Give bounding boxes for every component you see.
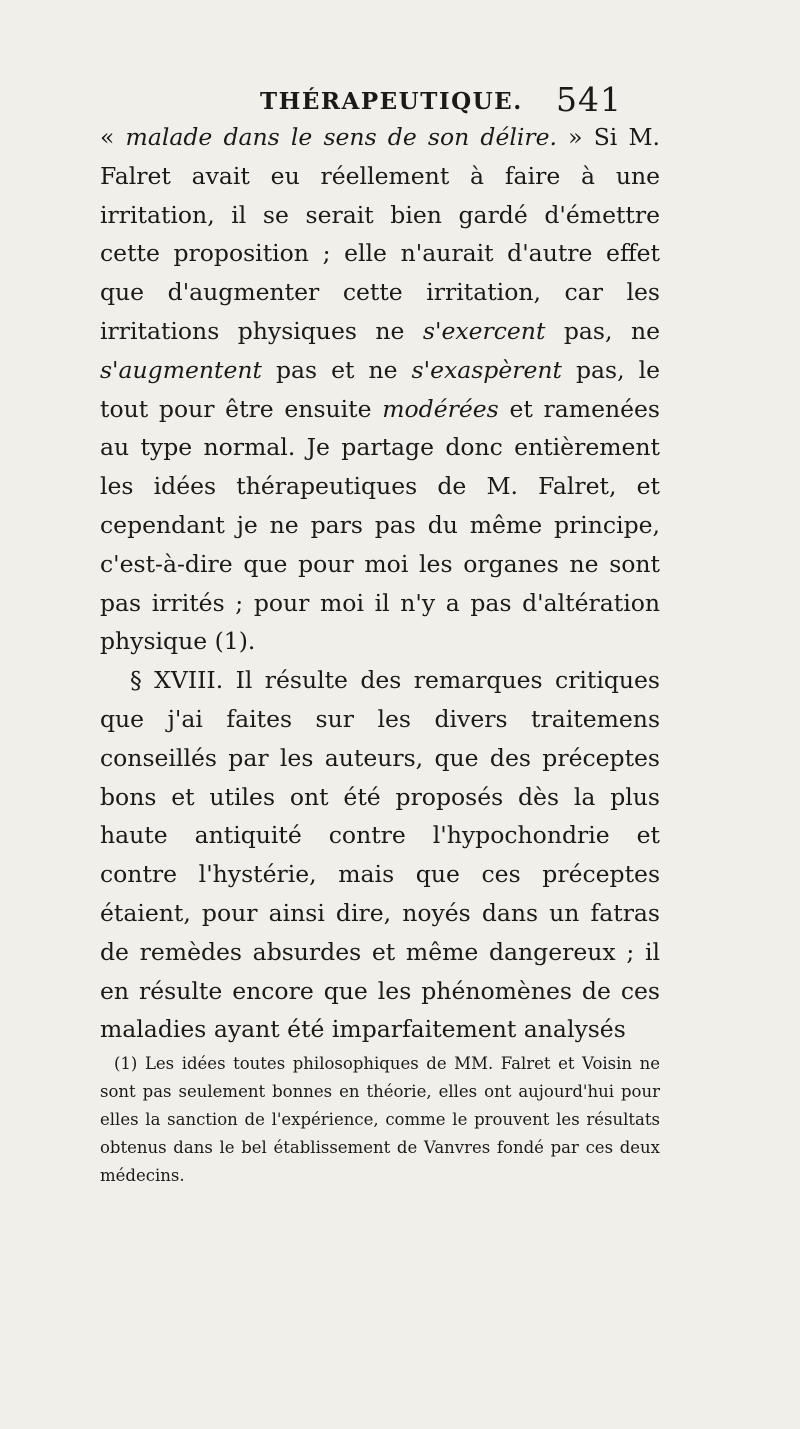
text-segment: » Si M. Falret avait eu réellement à faire à une irritation, il se serait bien gardé d'émettre cette proposition ; elle n'aurait d'autre effet que d'augmenter cette irritation, car les irritations physiques ne <box>100 123 661 345</box>
paragraph-1 <box>100 118 660 661</box>
text-segment: pas, ne <box>545 316 660 345</box>
paragraph-2 <box>100 661 660 1049</box>
page-number: 541 <box>556 80 622 119</box>
italic-segment: s'exaspèrent <box>411 355 562 384</box>
italic-segment: s'augmentent <box>100 355 262 384</box>
text-segment: § XVIII. Il résulte des remarques critiques que j'ai faites sur les divers traitemens conseillés par les auteurs, que des préceptes bons et utiles ont été proposés dès la plus haute antiquité contre l'hypochondrie et contre l'hystérie, mais que ces préceptes étaient, pour ainsi dire, noyés dans un fatras de remèdes absurdes et même dangereux ; il en résulte encore que les phénomènes de ces maladies ayant été imparfaitement analysés <box>100 666 660 1044</box>
footnote: (1) Les idées toutes philosophiques de MM. Falret et Voisin ne sont pas seulement bonnes en théorie, elles ont aujourd'hui pour elles la sanction de l'expérience, comme le prouvent les résultats obtenus dans le bel établissement de Vanvres fondé par ces deux médecins. <box>100 1054 660 1185</box>
italic-segment: s'exercent <box>422 316 546 345</box>
running-header <box>260 80 680 120</box>
body-text <box>100 118 660 1049</box>
header-title: THÉRAPEUTIQUE. <box>260 88 523 115</box>
text-segment: pas, le tout pour être ensuite <box>100 355 661 423</box>
text-segment: pas et ne <box>261 355 412 384</box>
text-segment: et ramenées au type normal. Je partage donc entièrement les idées thérapeutiques de M. Falret, et cependant je ne pars pas du même principe, c'est-à-dire que pour moi les organes ne sont pas irrités ; pour moi il n'y a pas d'altération physique (1). <box>100 394 660 656</box>
italic-segment: malade dans le sens de son délire. <box>125 123 557 151</box>
text-segment: « <box>100 123 126 151</box>
italic-segment: modérées <box>382 394 499 423</box>
